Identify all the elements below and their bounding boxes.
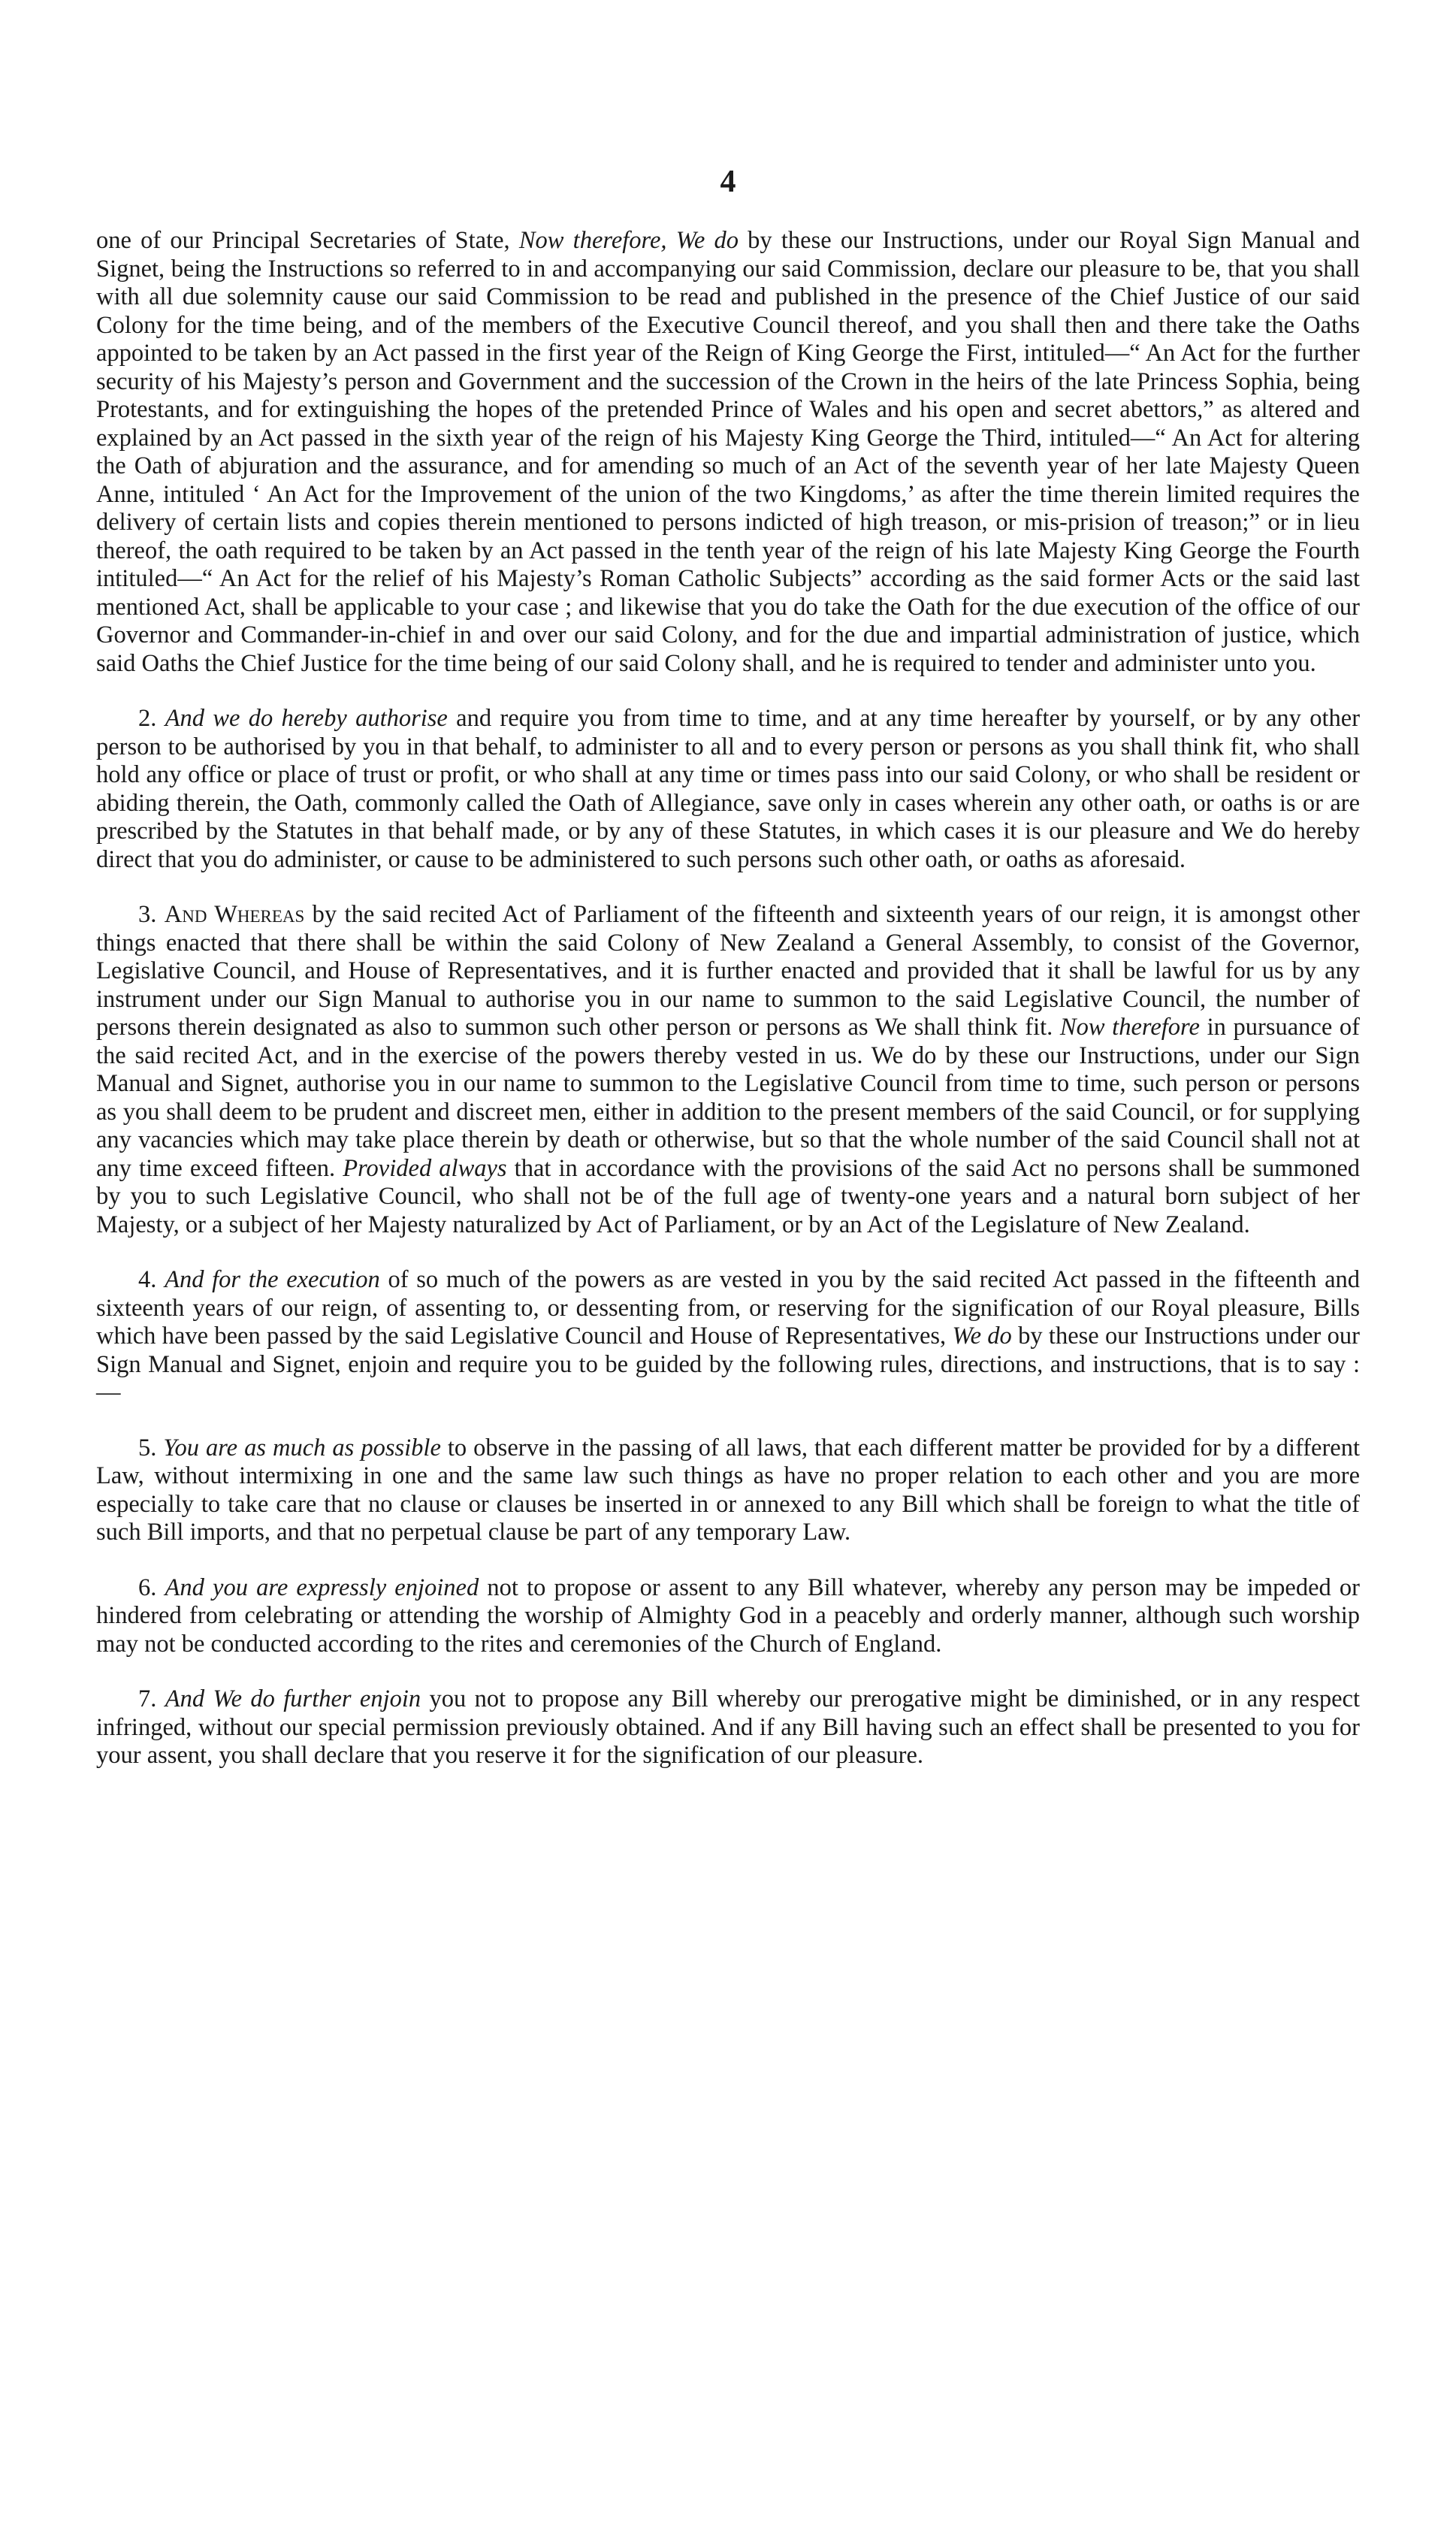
segment-smallcaps: And Whereas <box>164 901 305 928</box>
body-text <box>96 227 1360 1797</box>
segment-italic: And we do hereby authorise <box>165 705 448 732</box>
segment-italic: And you are expressly enjoined <box>165 1573 479 1601</box>
segment: to observe in the passing of all laws, that each different matter be provided for by a different Law, without intermixing in one and the same law such things as have no proper relation to each other and you are more especially to take care that no clause or clauses be inserted in or annexed to any Bill which shall be foreign to what the title of such Bill imports, and that no perpetual clause be part of any temporary Law. <box>96 1434 1361 1546</box>
paragraph-number: 4. <box>138 1266 165 1293</box>
segment-italic: Now therefore <box>1059 1014 1200 1041</box>
paragraph-3 <box>96 901 1360 1239</box>
paragraph-1 <box>96 227 1360 678</box>
segment: by the said recited Act of Parliament of the fifteenth and sixteenth years of our reign, it is amongst other things enacted that there shall be within the said Colony of New Zealand a General Assembly, to consist of the Governor, Legislative Council, and House of Representatives, and it is further enacted and provided that it shall be lawful for us by any instrument under our Sign Manual to authorise you in our name to summon to the said Legislative Council, the number of persons therein designated as also to summon such other person or persons as We shall think fit. <box>96 901 1360 1041</box>
segment: by these our Instructions, under our Royal Sign Manual and Signet, being the Instructions so referred to in and accompanying our said Commission, declare our pleasure to be, that you shall with all due solemnity cause our said Commission to be read and published in the presence of the Chief Justice of our said Colony for the time being, and of the members of the Executive Council thereof, and you shall then and there take the Oaths appointed to be taken by an Act passed in the first year of the Reign of King George the First, intituled—“ An Act for the further security of his Majesty’s person and Government and the succession of the Crown in the heirs of the late Princess Sophia, being Protestants, and for extinguishing the hopes of the pretended Prince of Wales and his open and secret abettors,” as altered and explained by an Act passed in the sixth year of the reign of his Majesty King George the Third, intituled—“ An Act for altering the Oath of abjuration and the assurance, and for amending so much of an Act of the seventh year of her late Majesty Queen Anne, intituled ‘ An Act for the Improvement of the union of the two Kingdoms,’ as after the time therein limited requires the delivery of certain lists and copies therein mentioned to persons indicted of high treason, or mis-prision of treason;” or in lieu thereof, the oath required to be taken by an Act passed in the tenth year of the reign of his late Majesty King George the Fourth intituled—“ An Act for the relief of his Majesty’s Roman Catholic Subjects” according as the said former Acts or the said last mentioned Act, shall be applicable to your case ; and likewise that you do take the Oath for the due execution of the office of our Governor and Commander-in-chief in and over our said Colony, and for the due and impartial administration of justice, which said Oaths the Chief Justice for the time being of our said Colony shall, and he is required to tender and administer unto you. <box>96 227 1360 677</box>
segment: one of our Principal Secretaries of State, <box>96 227 519 254</box>
paragraph-7 <box>96 1685 1360 1770</box>
segment: and require you from time to time, and at any time hereafter by yourself, or by any other person to be authorised by you in that behalf, to administer to all and to every person or persons as you shall think fit, who shall hold any office or place of trust or profit, or who shall at any time or times pass into our said Colony, or who shall be resident or abiding therein, the Oath, commonly called the Oath of Allegiance, save only in cases wherein any other oath, or oaths is or are prescribed by the Statutes in that behalf made, or by any of these Statutes, in which cases it is our pleasure and We do hereby direct that you do administer, or cause to be administered to such persons such other oath, or oaths as aforesaid. <box>96 705 1361 873</box>
segment: that in accordance with the provisions of the said Act no persons shall be summoned by you to such Legislative Council, who shall not be of the full age of twenty-one years and a natural born subject of her Majesty, or a subject of her Majesty naturalized by Act of Parliament, or by an Act of the Legislature of New Zealand. <box>96 1154 1360 1238</box>
segment: in pursuance of the said recited Act, and in the exercise of the powers thereby vested in us. We do by these our Instructions, under our Sign Manual and Signet, authorise you in our name to summon to the Legislative Council from time to time, such person or persons as you shall deem to be prudent and discreet men, either in addition to the present members of the said Council, or for supplying any vacancies which may take place therein by death or otherwise, but so that the whole number of the said Council shall not at any time exceed fifteen. <box>96 1014 1360 1182</box>
paragraph-5 <box>96 1434 1360 1547</box>
paragraph-6 <box>96 1574 1360 1659</box>
segment-italic: We do <box>952 1322 1012 1350</box>
segment: not to propose or assent to any Bill whatever, whereby any person may be impeded or hindered from celebrating or attending the worship of Almighty God in a peacebly and orderly manner, although such worship may not be conducted according to the rites and ceremonies of the Church of England. <box>96 1573 1360 1658</box>
segment: by these our Instructions under our Sign Manual and Signet, enjoin and require you to be guided by the following rules, directions, and instructions, that is to say :— <box>96 1322 1360 1406</box>
segment: you not to propose any Bill whereby our prerogative might be diminished, or in any respect infringed, without our special permission previously obtained. And if any Bill having such an effect shall be presented to you for your assent, you shall declare that you reserve it for the signification of our pleasure. <box>96 1685 1360 1769</box>
paragraph-number: 6. <box>138 1573 165 1601</box>
segment: of so much of the powers as are vested in you by the said recited Act passed in the fifteenth and sixteenth years of our reign, of assenting to, or dessenting from, or reserving for the signification of our Royal pleasure, Bills which have been passed by the said Legislative Council and House of Representatives, <box>96 1266 1361 1350</box>
segment-italic: Provided always <box>343 1154 507 1182</box>
paragraph-2 <box>96 705 1360 874</box>
segment-italic: Now therefore, We do <box>518 227 739 254</box>
segment-italic: You are as much as possible <box>163 1434 441 1462</box>
paragraph-number: 3. <box>138 901 165 928</box>
segment-italic: And for the execution <box>165 1266 380 1293</box>
page-number: 4 <box>720 165 736 199</box>
segment-italic: And We do further enjoin <box>165 1685 421 1712</box>
paragraph-number: 5. <box>138 1434 164 1462</box>
paragraph-number: 7. <box>138 1685 165 1712</box>
paragraph-number: 2. <box>138 705 165 732</box>
paragraph-4 <box>96 1266 1360 1407</box>
